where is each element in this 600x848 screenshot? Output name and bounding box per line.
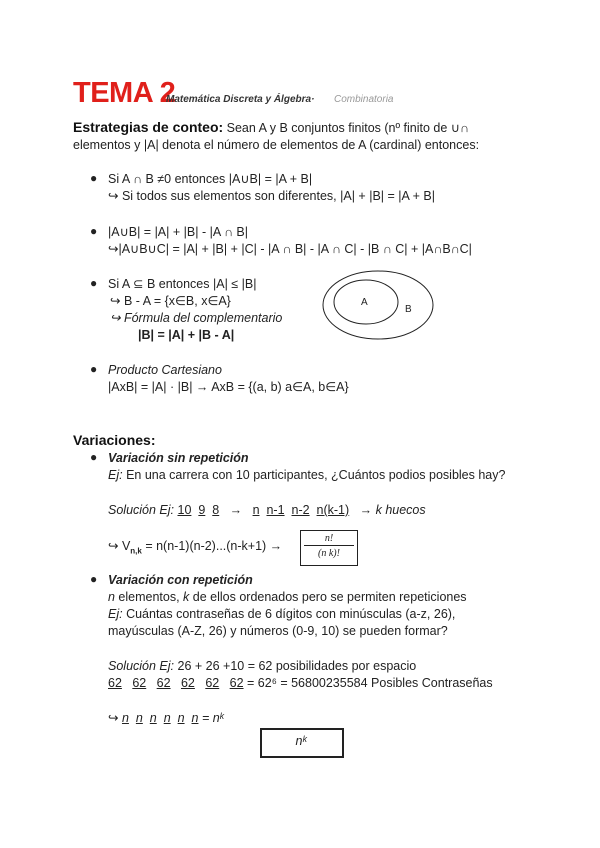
con-62: 62: [108, 676, 122, 690]
con-solucion: [108, 659, 416, 674]
arrow: →: [359, 503, 373, 517]
con-62-row: [108, 676, 493, 691]
sol-sym: n(k-1): [316, 503, 350, 517]
estrategias-intro-2: elementos y |A| denota el número de elementos de A (cardinal) entonces:: [73, 138, 480, 152]
venn-label-a: A: [361, 297, 368, 308]
con-n-item: n: [163, 711, 171, 725]
con-62: 62: [132, 676, 147, 690]
con-ej: [108, 607, 455, 622]
con-sol-text: 26 + 26 +10 = 62 posibilidades por espacio: [174, 659, 417, 673]
sin-solucion-row: [108, 503, 426, 518]
sin-ej-text: En una carrera con 10 participantes, ¿Cuántos podios posibles hay?: [122, 468, 506, 482]
b3-line1: Si A ⊆ B entonces |A| ≤ |B|: [108, 277, 257, 291]
con-n-row: [108, 711, 224, 726]
page-title: TEMA 2: [73, 77, 176, 109]
con-n-item: n: [121, 711, 129, 725]
subtitle-separator: ·: [311, 94, 315, 105]
con-n-tail: = nᵏ: [201, 711, 224, 725]
bullet-dot: ●: [90, 276, 98, 290]
bullet-dot: ●: [90, 450, 98, 464]
con-n-item: n: [149, 711, 157, 725]
result-box-text: nᵏ: [295, 734, 307, 748]
sol-num: 10: [177, 503, 192, 517]
bullet-dot: ●: [90, 171, 98, 185]
con-62: 62: [180, 676, 195, 690]
con-62: 62: [229, 676, 244, 690]
con-ej-text: Cuántas contraseñas de 6 dígitos con minúsculas (a-z, 26),: [122, 607, 456, 621]
con-line1: [108, 590, 467, 605]
formula-prefix: ↪ V: [108, 539, 131, 553]
con-k: k: [183, 590, 190, 604]
b3-line3: ↪ Fórmula del complementario: [110, 311, 283, 325]
b4-line2: |AxB| = |A| · |B| → AxB = {(a, b) a∈A, b∈A}: [108, 380, 349, 394]
venn-label-b: B: [405, 304, 412, 315]
bullet-dot: ●: [90, 572, 98, 586]
subtitle-course: Matemática Discreta y Álgebra: [166, 94, 312, 105]
con-repeticion-title: Variación con repetición: [108, 573, 253, 587]
sin-repeticion-title: Variación sin repetición: [108, 451, 249, 465]
subtitle-topic: Combinatoria: [334, 94, 394, 105]
con-ej-label: Ej:: [108, 607, 123, 621]
page-subtitle: [166, 94, 314, 105]
con-l1-d: de ellos ordenados pero se permiten repeticiones: [189, 590, 467, 604]
b2-line1: |A∪B| = |A| + |B| - |A ∩ B|: [108, 225, 248, 239]
estrategias-intro-line1: [73, 120, 469, 136]
con-n-item: n: [191, 711, 199, 725]
sol-label: Solución Ej:: [108, 503, 175, 517]
arrow: →: [229, 503, 243, 517]
con-62: 62: [156, 676, 171, 690]
sol-sym: n-2: [291, 503, 310, 517]
b3-line2: ↪ B - A = {x∈B, x∈A}: [110, 294, 231, 308]
bullet-dot: ●: [90, 362, 98, 376]
b3-line4: |B| = |A| + |B - A|: [138, 328, 235, 342]
sol-num: 8: [212, 503, 220, 517]
estrategias-heading: Estrategias de conteo:: [73, 119, 224, 135]
con-n-item: n: [135, 711, 143, 725]
variacion-formula: [108, 539, 282, 559]
venn-diagram: [320, 268, 440, 348]
sol-tail: k huecos: [375, 503, 426, 517]
formula-body: = n(n-1)(n-2)...(n-k+1) →: [141, 539, 283, 553]
con-sol-label: Solución Ej:: [108, 659, 175, 673]
formula-sub: n,k: [130, 546, 142, 556]
b1-line1: Si A ∩ B ≠0 entonces |A∪B| = |A + B|: [108, 172, 313, 186]
sol-sym: n: [252, 503, 260, 517]
b1-line2: ↪ Si todos sus elementos son diferentes, |A| + |B| = |A + B|: [108, 189, 436, 203]
bullet-dot: ●: [90, 224, 98, 238]
variaciones-heading: Variaciones:: [73, 432, 156, 448]
con-l1-b: elementos,: [114, 590, 184, 604]
frac-denominator: (n k)!: [318, 548, 340, 559]
frac-numerator: n!: [304, 533, 354, 546]
sin-ej-label: Ej:: [108, 468, 123, 482]
sol-num: 9: [198, 503, 206, 517]
con-ej2: mayúsculas (A-Z, 26) y números (0-9, 10) se pueden formar?: [108, 624, 448, 638]
con-n-item: n: [177, 711, 185, 725]
sin-ej: [108, 468, 505, 483]
b2-line2: ↪|A∪B∪C| = |A| + |B| + |C| - |A ∩ B| - |A ∩ C| - |B ∩ C| + |A∩B∩C|: [108, 242, 472, 256]
sol-sym: n-1: [266, 503, 285, 517]
con-62: 62: [205, 676, 220, 690]
con-n-prefix: ↪: [108, 711, 119, 725]
estrategias-intro-1: Sean A y B conjuntos finitos (nº finito de ∪∩: [226, 121, 469, 135]
b4-line1: Producto Cartesiano: [108, 363, 222, 377]
con-62-tail: = 62⁶ = 56800235584 Posibles Contraseñas: [247, 676, 493, 690]
con-n: n: [108, 590, 115, 604]
